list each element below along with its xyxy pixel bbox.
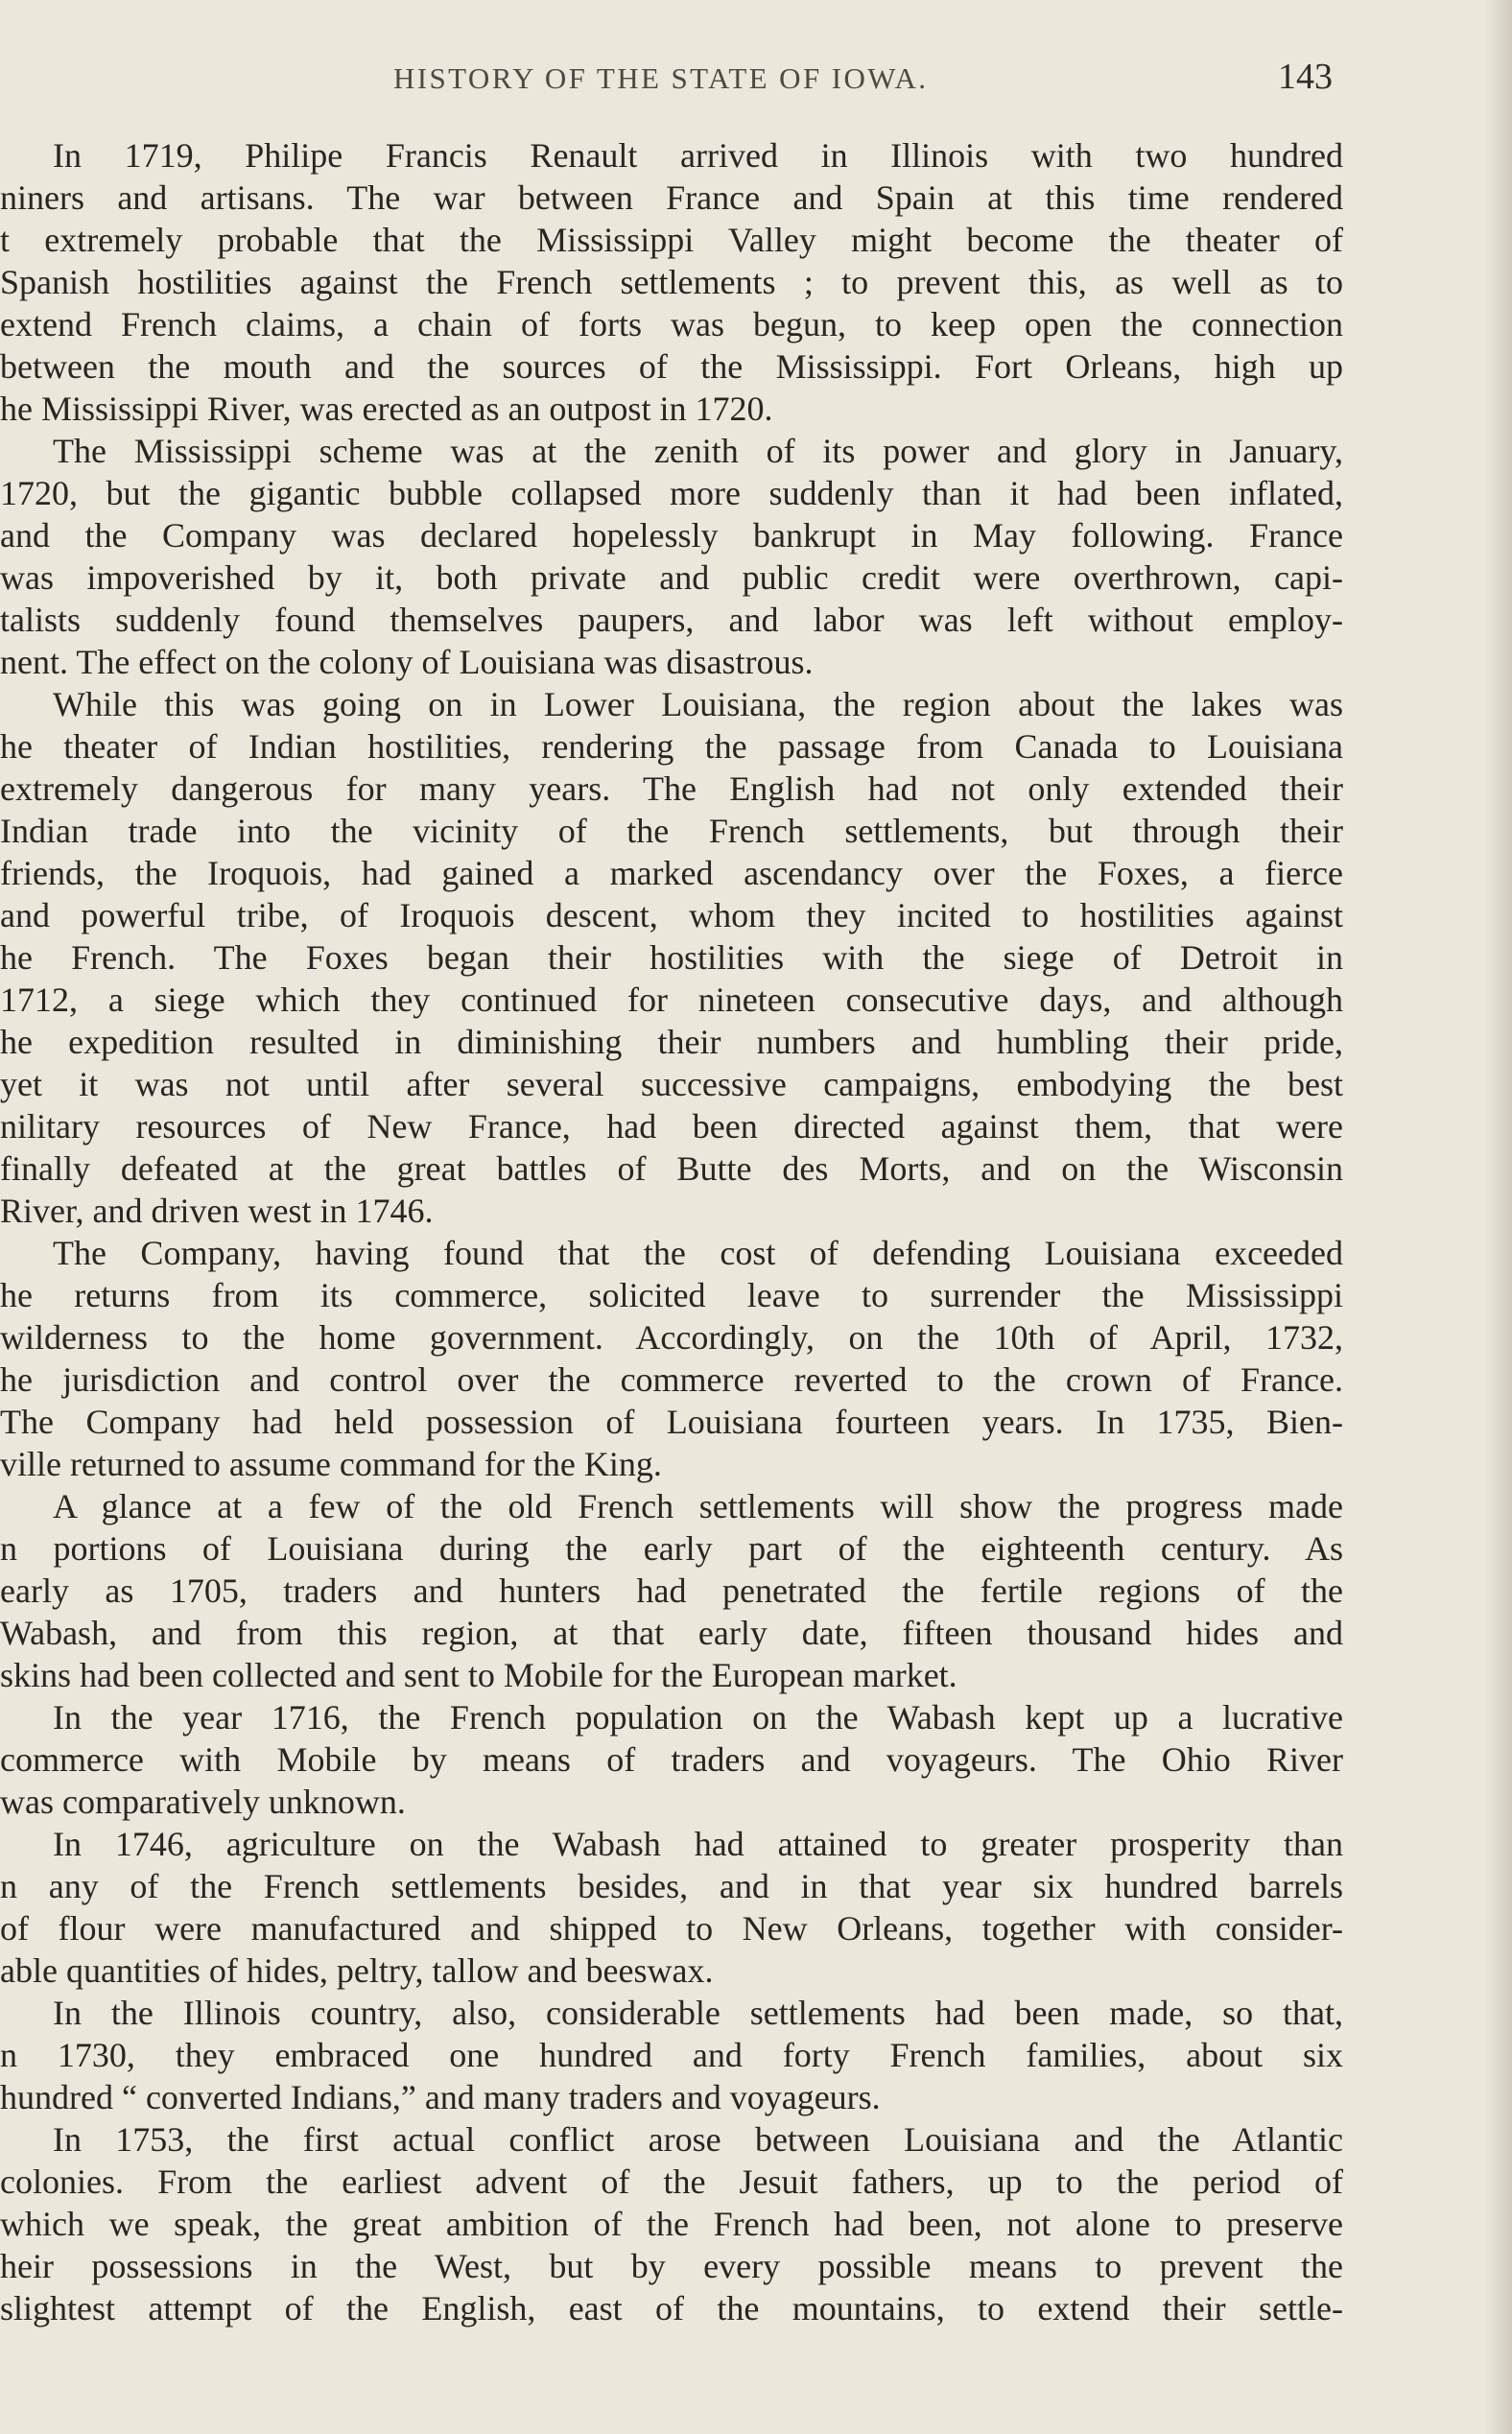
text-line: he Mississippi River, was erected as an outpost in 1720. <box>0 390 773 428</box>
text-line: In 1746, agriculture on the Wabash had attained to greater prosperity than <box>53 1825 1343 1863</box>
text-line: commerce with Mobile by means of traders and voyageurs. The Ohio River <box>0 1740 1343 1779</box>
page-number: 143 <box>1278 57 1333 97</box>
running-title: HISTORY OF THE STATE OF IOWA. <box>393 61 929 95</box>
text-line: Indian trade into the vicinity of the French settlements, but through their <box>0 812 1343 850</box>
text-line: n portions of Louisiana during the early part of the eighteenth century. As <box>0 1529 1343 1568</box>
text-line: he expedition resulted in diminishing their numbers and humbling their pride, <box>0 1023 1343 1061</box>
text-line: In the year 1716, the French population on the Wabash kept up a lucrative <box>53 1698 1343 1737</box>
text-line: A glance at a few of the old French settlements will show the progress made <box>53 1487 1343 1525</box>
text-line: finally defeated at the great battles of Butte des Morts, and on the Wisconsin <box>0 1149 1343 1188</box>
text-line: able quantities of hides, peltry, tallow and beeswax. <box>0 1951 714 1990</box>
text-line: extend French claims, a chain of forts was begun, to keep open the connection <box>0 305 1343 343</box>
text-line: extremely dangerous for many years. The English had not only extended their <box>0 769 1343 808</box>
text-line: he returns from its commerce, solicited leave to surrender the Mississippi <box>0 1276 1343 1314</box>
text-line: wilderness to the home government. Accordingly, on the 10th of April, 1732, <box>0 1318 1343 1357</box>
text-line: Spanish hostilities against the French settlements ; to prevent this, as well as to <box>0 263 1343 301</box>
text-line: The Company, having found that the cost of defending Louisiana exceeded <box>53 1234 1343 1272</box>
text-line: which we speak, the great ambition of the French had been, not alone to preserve <box>0 2205 1343 2243</box>
text-line: heir possessions in the West, but by every possible means to prevent the <box>0 2247 1343 2285</box>
text-line: skins had been collected and sent to Mobile for the European market. <box>0 1656 957 1694</box>
body-text <box>0 134 1343 2329</box>
text-line: ville returned to assume command for the King. <box>0 1445 662 1483</box>
text-line: he theater of Indian hostilities, rendering the passage from Canada to Louisiana <box>0 727 1343 766</box>
text-line: t extremely probable that the Mississippi Valley might become the theater of <box>0 221 1343 259</box>
text-line: River, and driven west in 1746. <box>0 1192 434 1230</box>
text-line: While this was going on in Lower Louisiana, the region about the lakes was <box>53 685 1343 723</box>
text-line: between the mouth and the sources of the Mississippi. Fort Orleans, high up <box>0 347 1343 386</box>
page-header <box>0 56 1512 104</box>
text-line: he jurisdiction and control over the commerce reverted to the crown of France. <box>0 1360 1343 1399</box>
text-line: n any of the French settlements besides, and in that year six hundred barrels <box>0 1867 1343 1905</box>
text-line: n 1730, they embraced one hundred and forty French families, about six <box>0 2036 1343 2074</box>
text-line: he French. The Foxes began their hostilities with the siege of Detroit in <box>0 938 1343 977</box>
text-line: In 1753, the first actual conflict arose between Louisiana and the Atlantic <box>53 2120 1343 2159</box>
text-line: was impoverished by it, both private and public credit were overthrown, capi- <box>0 558 1343 597</box>
text-line: nilitary resources of New France, had been directed against them, that were <box>0 1107 1343 1146</box>
text-line: and the Company was declared hopelessly bankrupt in May following. France <box>0 516 1343 555</box>
text-line: Wabash, and from this region, at that early date, fifteen thousand hides and <box>0 1614 1343 1652</box>
text-line: and powerful tribe, of Iroquois descent, whom they incited to hostilities against <box>0 896 1343 934</box>
page-edge-shadow <box>1485 0 1512 2434</box>
text-line: nent. The effect on the colony of Louisiana was disastrous. <box>0 643 814 681</box>
text-line: 1712, a siege which they continued for nineteen consecutive days, and although <box>0 981 1343 1019</box>
text-line: hundred “ converted Indians,” and many traders and voyageurs. <box>0 2078 881 2116</box>
text-line: friends, the Iroquois, had gained a marked ascendancy over the Foxes, a fierce <box>0 854 1343 892</box>
text-line: of flour were manufactured and shipped to New Orleans, together with consider- <box>0 1909 1343 1948</box>
text-line: colonies. From the earliest advent of the Jesuit fathers, up to the period of <box>0 2162 1343 2201</box>
text-line: The Company had held possession of Louisiana fourteen years. In 1735, Bien- <box>0 1403 1343 1441</box>
text-line: slightest attempt of the English, east of the mountains, to extend their settle- <box>0 2289 1343 2328</box>
text-line: early as 1705, traders and hunters had penetrated the fertile regions of the <box>0 1571 1343 1610</box>
text-line: The Mississippi scheme was at the zenith of its power and glory in January, <box>53 432 1343 470</box>
text-line: In 1719, Philipe Francis Renault arrived in Illinois with two hundred <box>53 136 1343 175</box>
text-line: was comparatively unknown. <box>0 1783 406 1821</box>
text-line: In the Illinois country, also, considerable settlements had been made, so that, <box>53 1994 1343 2032</box>
text-line: niners and artisans. The war between France and Spain at this time rendered <box>0 178 1343 217</box>
text-line: yet it was not until after several successive campaigns, embodying the best <box>0 1065 1343 1103</box>
text-line: 1720, but the gigantic bubble collapsed more suddenly than it had been inflated, <box>0 474 1343 512</box>
text-line: talists suddenly found themselves paupers, and labor was left without employ- <box>0 601 1343 639</box>
